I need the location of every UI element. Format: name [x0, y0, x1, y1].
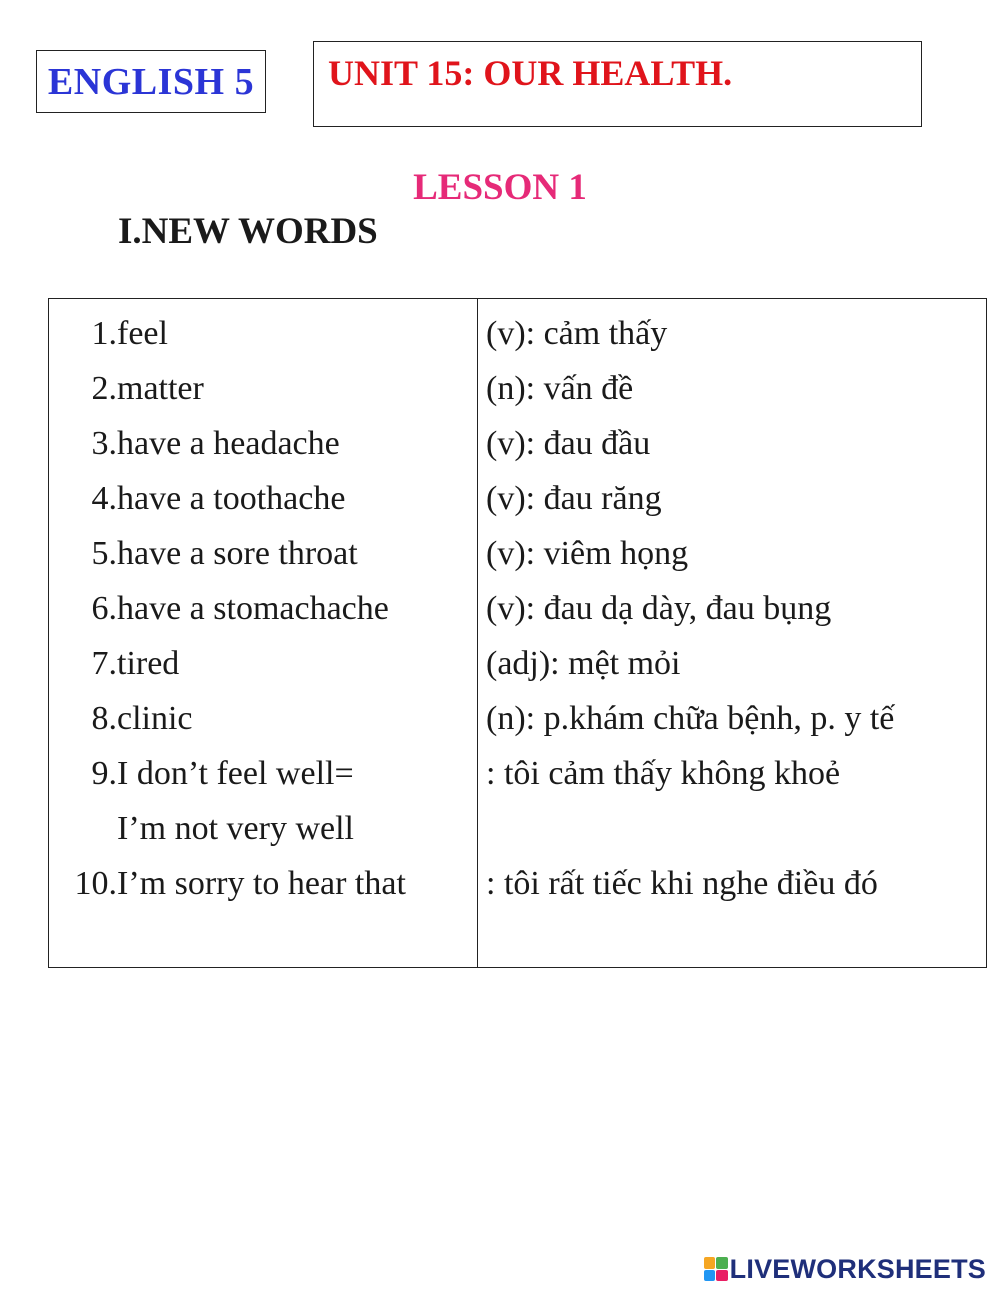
word-row	[49, 697, 477, 752]
meaning-text: (v): viêm họng	[486, 535, 689, 572]
vocabulary-table	[48, 298, 987, 968]
word-row	[49, 367, 477, 422]
logo-square	[716, 1270, 728, 1282]
word-number: 10.	[74, 865, 117, 902]
meaning-text: (v): cảm thấy	[486, 315, 668, 352]
word-number: 3.	[91, 425, 117, 462]
meaning-row	[486, 532, 981, 587]
meaning-row	[486, 477, 981, 532]
meaning-row	[486, 422, 981, 477]
word-row	[49, 477, 477, 532]
logo-square	[716, 1257, 728, 1269]
word-number: 9.	[91, 755, 117, 792]
word-number: 5.	[91, 535, 117, 572]
word-row	[49, 642, 477, 697]
word-text: I don’t feel well=	[117, 755, 354, 792]
word-text: I’m sorry to hear that	[117, 865, 406, 902]
word-text: have a toothache	[117, 480, 346, 517]
meaning-text: (n): p.khám chữa bệnh, p. y tế	[486, 700, 895, 737]
word-number: 4.	[91, 480, 117, 517]
meaning-text: (v): đau đầu	[486, 425, 651, 462]
word-text: have a sore throat	[117, 535, 358, 572]
logo-square	[704, 1270, 716, 1282]
meaning-row	[486, 862, 981, 917]
word-number: 8.	[91, 700, 117, 737]
word-row	[49, 422, 477, 477]
meaning-row	[486, 752, 981, 807]
word-text: matter	[117, 370, 204, 407]
course-label-box	[36, 50, 266, 113]
meaning-row	[486, 312, 981, 367]
brand-name: LIVEWORKSHEETS	[729, 1253, 986, 1284]
word-text: have a stomachache	[117, 590, 389, 627]
meaning-row	[486, 587, 981, 642]
meanings-column	[486, 312, 981, 917]
section-title: I.NEW WORDS	[118, 211, 378, 252]
word-row	[49, 312, 477, 367]
word-row	[49, 587, 477, 642]
course-label: ENGLISH 5	[47, 60, 255, 103]
word-row	[49, 862, 477, 917]
word-row	[49, 532, 477, 587]
meaning-row	[486, 807, 981, 862]
meaning-row	[486, 697, 981, 752]
logo-square	[704, 1257, 716, 1269]
meaning-text: (n): vấn đề	[486, 370, 634, 407]
word-number: 6.	[91, 590, 117, 627]
lesson-title: LESSON 1	[413, 167, 587, 208]
meaning-row	[486, 367, 981, 422]
liveworksheets-logo	[704, 1254, 986, 1284]
meaning-text: (v): đau dạ dày, đau bụng	[486, 590, 832, 627]
meaning-text: : tôi rất tiếc khi nghe điều đó	[486, 865, 878, 902]
word-number: 1.	[91, 315, 117, 352]
meaning-text: (v): đau răng	[486, 480, 662, 517]
word-row	[49, 752, 477, 807]
word-text: have a headache	[117, 425, 340, 462]
words-column	[49, 312, 477, 917]
word-text: I’m not very well	[117, 810, 354, 847]
word-number: 7.	[91, 645, 117, 682]
unit-title-box	[313, 41, 922, 127]
meaning-text: : tôi cảm thấy không khoẻ	[486, 755, 841, 792]
unit-title: UNIT 15: OUR HEALTH.	[328, 53, 733, 93]
meaning-text: (adj): mệt mỏi	[486, 645, 681, 682]
liveworksheets-logo-icon	[704, 1257, 728, 1281]
column-divider	[477, 299, 478, 967]
word-text: tired	[117, 645, 180, 682]
word-text: feel	[117, 315, 168, 352]
meaning-row	[486, 642, 981, 697]
word-number: 2.	[91, 370, 117, 407]
word-text: clinic	[117, 700, 193, 737]
word-row	[49, 807, 477, 862]
